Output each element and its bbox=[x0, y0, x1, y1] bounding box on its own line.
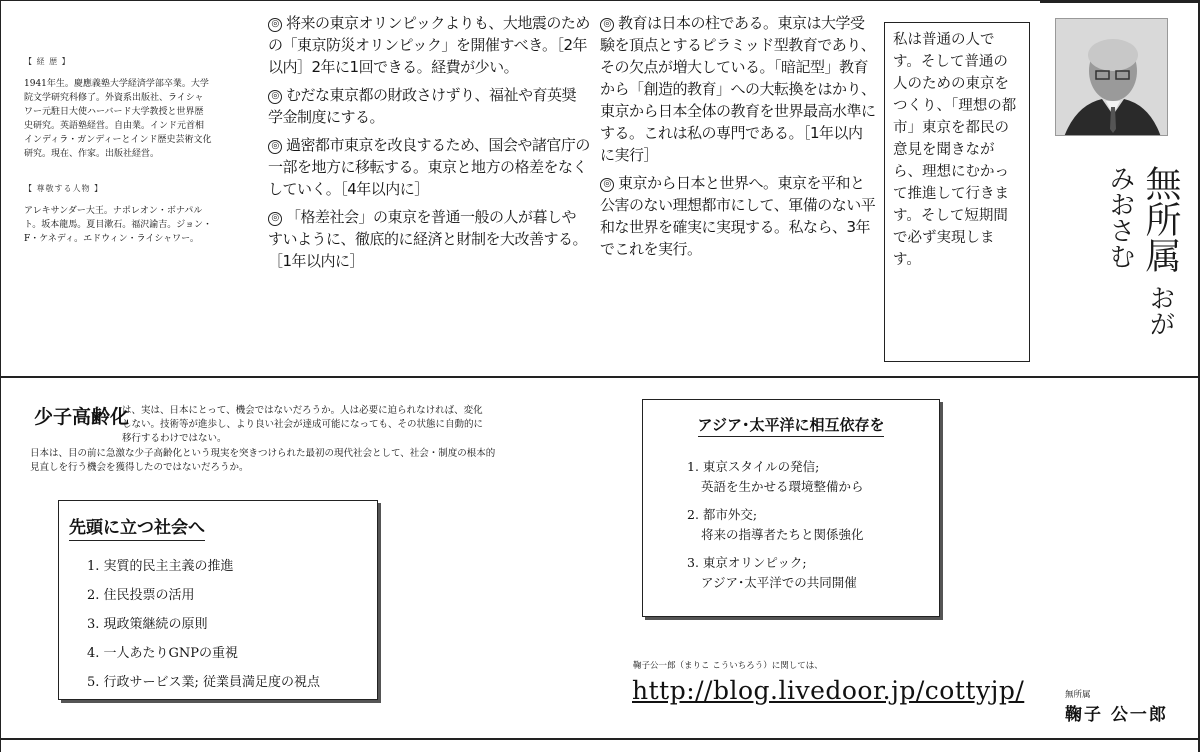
asia-pacific-box bbox=[642, 399, 940, 617]
leading-society-title: 先頭に立つ社会へ bbox=[59, 501, 377, 538]
list-item-sub: 将来の指導者たちと関係強化 bbox=[701, 527, 864, 542]
policy-item bbox=[600, 172, 876, 260]
list-item-main: 1. 東京スタイルの発信; bbox=[687, 459, 820, 474]
top-border bbox=[0, 0, 1200, 1]
blog-note: 鞠子公一郎（まりこ こういちろう）に関しては、 bbox=[633, 661, 823, 671]
list-item-main: 3. 東京オリンピック; bbox=[687, 555, 807, 570]
middle-divider bbox=[0, 376, 1200, 378]
handwritten-policies-col2 bbox=[600, 12, 876, 266]
policy-item bbox=[268, 206, 590, 272]
top-right-rule bbox=[1040, 0, 1200, 3]
leading-society-list bbox=[59, 538, 377, 697]
aging-text-1: は、実は、日本にとって、機会ではないだろうか。人は必要に迫られなければ、変化しない。技術等が進歩し、より良い社会が達成可能になっても、その状態に自動的に移行するわけではない。 bbox=[122, 405, 484, 444]
circle-mark-icon: ◎ bbox=[268, 90, 282, 104]
policy-item bbox=[600, 12, 876, 166]
list-item: 2. 住民投票の活用 bbox=[87, 588, 195, 603]
candidate-portrait bbox=[1055, 18, 1168, 136]
aging-title: 少子高齢化 bbox=[34, 406, 130, 428]
asia-pacific-list bbox=[643, 435, 939, 593]
career-text: 1941年生。慶應義塾大学経済学部卒業。大学院文学研究科修了。外資系出版社、ライシャワー元駐日大使ハーバード大学教授と世界歴史研究。英語塾経営。自由業。インド元首相インディラ・ガンディーとインド歴史芸術文化研究。現在、作家。出版社経営。 bbox=[24, 79, 212, 159]
policy-text: 将来の東京オリンピックよりも、大地震のための「東京防災オリンピック」を開催すべき。［2年以内］2年に1回できる。経費が少い。 bbox=[268, 14, 590, 76]
asia-pacific-title: アジア･太平洋に相互依存を bbox=[643, 400, 939, 435]
list-item bbox=[687, 505, 939, 545]
candidate-message-box bbox=[884, 22, 1030, 362]
list-item bbox=[687, 553, 939, 593]
circle-mark-icon: ◎ bbox=[600, 18, 614, 32]
policy-text: 過密都市東京を改良するため、国会や諸官庁の一部を地方に移転する。東京と地方の格差をなくしていく。［4年以内に］ bbox=[268, 136, 590, 198]
list-item: 5. 行政サービス業; 従業員満足度の視点 bbox=[87, 675, 321, 690]
handwritten-policies-col1 bbox=[268, 12, 590, 278]
policy-text: 教育は日本の柱である。東京は大学受験を頂点とするピラミッド型教育であり、その欠点が増大している。「暗記型」教育から「創造的教育」への大転換をはかり、東京から日本全体の教育を世界最高水準にする。これは私の専門である。［1年以内に実行］ bbox=[600, 14, 876, 164]
policy-text: 「格差社会」の東京を普通一般の人が暮しやすいように、徹底的に経済と財制を大改善する。［1年以内に］ bbox=[268, 208, 588, 270]
portrait-photo bbox=[1056, 19, 1168, 136]
right-border bbox=[1198, 0, 1200, 752]
policy-item bbox=[268, 134, 590, 200]
career-heading: 【 経 歴 】 bbox=[24, 57, 71, 66]
candidate-affiliation: 無所属 bbox=[1065, 690, 1091, 700]
vertical-name-kana: おがみおさむ bbox=[1105, 165, 1175, 337]
bottom-divider bbox=[0, 738, 1200, 740]
circle-mark-icon: ◎ bbox=[268, 18, 282, 32]
list-item-main: 2. 都市外交; bbox=[687, 507, 758, 522]
list-item-sub: 英語を生かせる環境整備から bbox=[701, 479, 864, 494]
circle-mark-icon: ◎ bbox=[268, 212, 282, 226]
list-item: 1. 実質的民主主義の推進 bbox=[87, 559, 234, 574]
profile-section bbox=[24, 56, 212, 246]
policy-text: 東京から日本と世界へ。東京を平和と公害のない理想都市にして、軍備のない平和な世界を確実に実現する。私なら、3年でこれを実行。 bbox=[600, 174, 876, 258]
policy-item bbox=[268, 84, 590, 128]
vertical-affiliation-name bbox=[1090, 165, 1180, 355]
policy-text: むだな東京都の財政さけずり、福祉や育英奨学金制度にする。 bbox=[268, 86, 577, 126]
policy-item bbox=[268, 12, 590, 78]
list-item bbox=[687, 457, 939, 497]
list-item-sub: アジア･太平洋での共同開催 bbox=[701, 575, 857, 590]
aging-text-2: 日本は、目の前に急激な少子高齢化という現実を突きつけられた最初の現代社会として、社会・制度の根本的見直しを行う機会を獲得したのではないだろうか。 bbox=[30, 448, 496, 473]
candidate-message: 私は普通の人です。そして普通の人のための東京をつくり、「理想の都市」東京を都民の意見を聞きながら、理想にむかって推進して行きます。そして短期間で必ず実現します。 bbox=[893, 32, 1017, 268]
vertical-affiliation: 無所属 bbox=[1140, 165, 1181, 273]
circle-mark-icon: ◎ bbox=[600, 178, 614, 192]
candidate-name: 鞠子 公一郎 bbox=[1065, 705, 1168, 725]
list-item: 3. 現政策継続の原則 bbox=[87, 617, 208, 632]
list-item: 4. 一人あたりGNPの重視 bbox=[87, 646, 239, 661]
leading-society-box bbox=[58, 500, 378, 700]
blog-link[interactable]: http://blog.livedoor.jp/cottyjp/ bbox=[632, 676, 1025, 705]
left-border bbox=[0, 0, 1, 752]
respected-heading: 【 尊敬する人物 】 bbox=[24, 184, 104, 193]
respected-text: アレキサンダー大王。ナポレオン・ボナパルト。坂本龍馬。夏目漱石。福沢諭吉。ジョン・F・ケネディ。エドウィン・ライシャワー。 bbox=[24, 206, 213, 244]
circle-mark-icon: ◎ bbox=[268, 140, 282, 154]
